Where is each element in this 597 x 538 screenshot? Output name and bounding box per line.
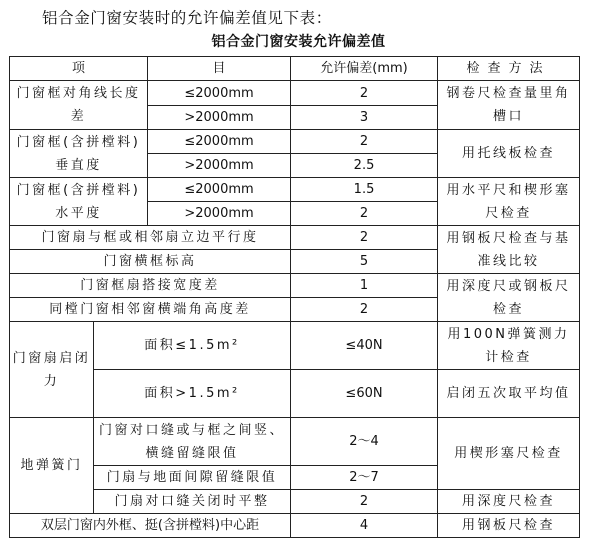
cond-cell: >2000mm	[148, 106, 291, 130]
table-row	[10, 514, 580, 538]
value-cell: ≤60N	[291, 370, 438, 418]
method-cell: 用钢板尺检查与基准线比较	[438, 226, 580, 274]
row-label-elevation: 门窗横框标高	[10, 250, 291, 274]
method-cell: 钢卷尺检查量里角槽口	[438, 81, 580, 130]
flush-cell: 门扇对口缝关闭时平整	[94, 490, 291, 514]
value-cell: 2	[291, 490, 438, 514]
header-item: 项	[10, 57, 148, 81]
value-cell: 3	[291, 106, 438, 130]
value-cell: 2	[291, 130, 438, 154]
method-cell: 用深度尺检查	[438, 490, 580, 514]
row-label-force: 门窗扇启闭力	[10, 322, 94, 418]
header-deviation: 允许偏差(mm)	[291, 57, 438, 81]
table-row	[10, 370, 580, 418]
value-cell: 2	[291, 298, 438, 322]
row-label-overlap: 门窗框扇搭接宽度差	[10, 274, 291, 298]
row-label-double: 双层门窗内外框、挺(含拼樘料)中心距	[10, 514, 291, 538]
table-row	[10, 418, 580, 466]
table-row	[10, 130, 580, 154]
method-cell: 用深度尺或钢板尺检查	[438, 274, 580, 322]
table-row	[10, 322, 580, 370]
value-cell: 2	[291, 226, 438, 250]
value-cell: 2～7	[291, 466, 438, 490]
cond-cell: ≤2000mm	[148, 130, 291, 154]
cond-cell: ≤2000mm	[148, 178, 291, 202]
cond-cell: 面积>1.5m²	[94, 370, 291, 418]
row-label-vertical: 门窗框(含拼樘料)垂直度	[10, 130, 148, 178]
value-cell: 1	[291, 274, 438, 298]
row-label-spring: 地弹簧门	[10, 418, 94, 514]
table-row	[10, 178, 580, 202]
value-cell: 2	[291, 202, 438, 226]
table-row	[10, 81, 580, 106]
method-cell: 用托线板检查	[438, 130, 580, 178]
gap-cell: 门窗对口缝或与框之间竖、横缝留缝限值	[94, 418, 291, 466]
cond-cell: 面积≤1.5m²	[94, 322, 291, 370]
method-cell: 用100N弹簧测力计检查	[438, 322, 580, 370]
method-cell: 用楔形塞尺检查	[438, 418, 580, 490]
value-cell: 2	[291, 81, 438, 106]
value-cell: 1.5	[291, 178, 438, 202]
value-cell: 2.5	[291, 154, 438, 178]
method-cell: 用钢板尺检查	[438, 514, 580, 538]
row-label-end-height: 同樘门窗相邻窗横端角高度差	[10, 298, 291, 322]
header-method: 检查方法	[438, 57, 580, 81]
table-title: 铝合金门窗安装允许偏差值	[211, 34, 386, 50]
intro-text: 铝合金门窗安装时的允许偏差值见下表：	[42, 9, 332, 27]
header-target: 目	[148, 57, 291, 81]
value-cell: 2～4	[291, 418, 438, 466]
value-cell: 4	[291, 514, 438, 538]
header-row	[10, 57, 580, 81]
cond-cell: >2000mm	[148, 154, 291, 178]
table-row	[10, 274, 580, 298]
row-label-horizontal: 门窗框(含拼樘料)水平度	[10, 178, 148, 226]
table-row	[10, 490, 580, 514]
gap-cell: 门扇与地面间隙留缝限值	[94, 466, 291, 490]
cond-cell: >2000mm	[148, 202, 291, 226]
tolerance-table	[9, 56, 580, 538]
method-cell: 用水平尺和楔形塞尺检查	[438, 178, 580, 226]
cond-cell: ≤2000mm	[148, 81, 291, 106]
table-row	[10, 226, 580, 250]
row-label-parallel: 门窗扇与框或相邻扇立边平行度	[10, 226, 291, 250]
value-cell: ≤40N	[291, 322, 438, 370]
value-cell: 5	[291, 250, 438, 274]
method-cell: 启闭五次取平均值	[438, 370, 580, 418]
row-label-diagonal: 门窗框对角线长度差	[10, 81, 148, 130]
